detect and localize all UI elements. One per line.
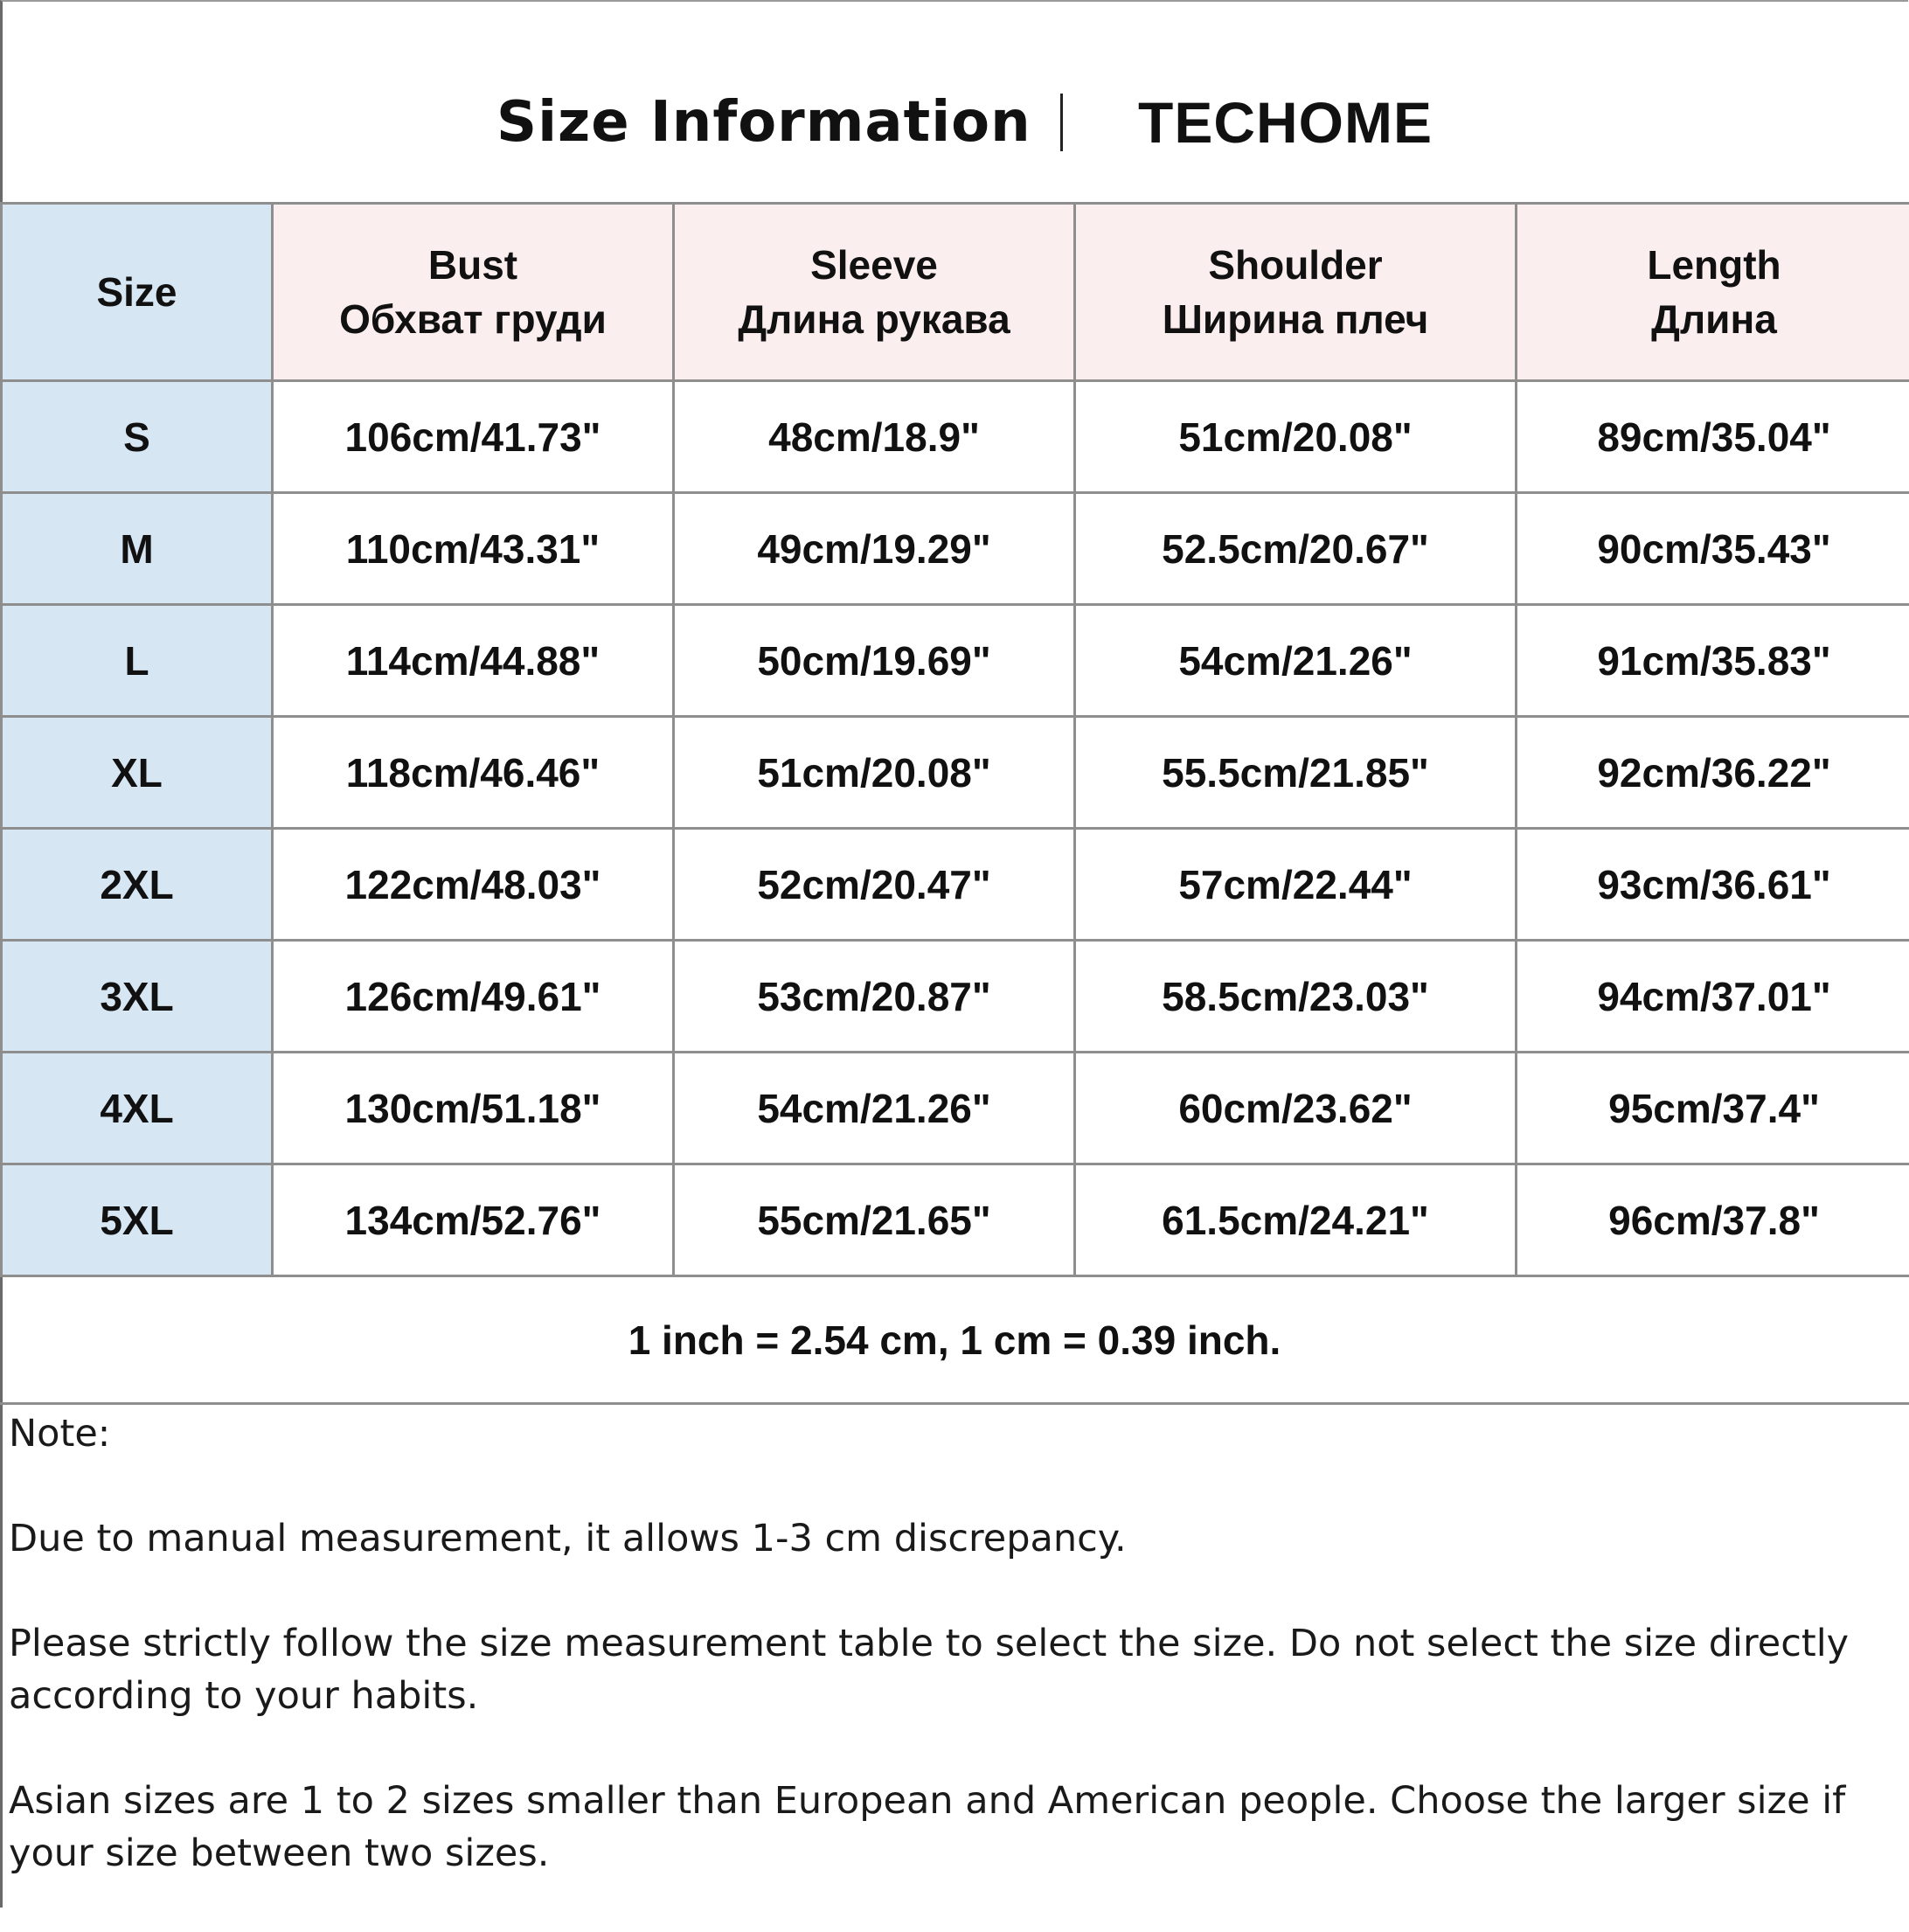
column-header-label-ru: Длина [1517,292,1909,346]
cell-shoulder: 60cm/23.62" [1075,1053,1517,1164]
cell-bust: 134cm/52.76" [273,1164,674,1276]
table-row [2,1164,1909,1276]
table-row [2,829,1909,941]
cell-length: 89cm/35.04" [1517,381,1909,493]
column-header-label: Bust [274,238,672,292]
size-table [0,202,1909,1277]
cell-shoulder: 61.5cm/24.21" [1075,1164,1517,1276]
cell-shoulder: 55.5cm/21.85" [1075,717,1517,829]
cell-size: 4XL [2,1053,273,1164]
cell-shoulder: 57cm/22.44" [1075,829,1517,941]
cell-bust: 110cm/43.31" [273,493,674,605]
note-item: Due to manual measurement, it allows 1-3 cm discrepancy. [9,1512,1888,1565]
notes-section [9,1407,1888,1932]
note-item: Asian sizes are 1 to 2 sizes smaller than European and American people. Choose the larger size if your size between two sizes. [9,1775,1888,1880]
cell-shoulder: 52.5cm/20.67" [1075,493,1517,605]
title-row [0,83,1909,162]
column-header-label: Size [3,265,271,319]
cell-size: L [2,605,273,717]
cell-size: XL [2,717,273,829]
column-header-sleeve [674,204,1075,381]
cell-size: 3XL [2,941,273,1053]
table-row [2,941,1909,1053]
cell-size: S [2,381,273,493]
column-header-label: Length [1517,238,1909,292]
cell-sleeve: 55cm/21.65" [674,1164,1075,1276]
cell-sleeve: 50cm/19.69" [674,605,1075,717]
cell-bust: 106cm/41.73" [273,381,674,493]
cell-size: 2XL [2,829,273,941]
table-header-row [2,204,1909,381]
column-header-bust [273,204,674,381]
column-header-shoulder [1075,204,1517,381]
cell-length: 94cm/37.01" [1517,941,1909,1053]
cell-sleeve: 53cm/20.87" [674,941,1075,1053]
table-row [2,605,1909,717]
unit-conversion-note: 1 inch = 2.54 cm, 1 cm = 0.39 inch. [0,1278,1909,1405]
cell-length: 95cm/37.4" [1517,1053,1909,1164]
cell-sleeve: 49cm/19.29" [674,493,1075,605]
cell-shoulder: 58.5cm/23.03" [1075,941,1517,1053]
table-row [2,493,1909,605]
column-header-label-ru: Длина рукава [675,292,1073,346]
table-row [2,381,1909,493]
title-separator [1060,94,1063,151]
cell-length: 93cm/36.61" [1517,829,1909,941]
cell-length: 96cm/37.8" [1517,1164,1909,1276]
cell-length: 91cm/35.83" [1517,605,1909,717]
cell-sleeve: 52cm/20.47" [674,829,1075,941]
cell-sleeve: 48cm/18.9" [674,381,1075,493]
column-header-label: Shoulder [1076,238,1515,292]
cell-length: 92cm/36.22" [1517,717,1909,829]
cell-shoulder: 54cm/21.26" [1075,605,1517,717]
cell-size: M [2,493,273,605]
cell-bust: 130cm/51.18" [273,1053,674,1164]
column-header-length [1517,204,1909,381]
cell-bust: 118cm/46.46" [273,717,674,829]
table-row [2,1053,1909,1164]
cell-bust: 122cm/48.03" [273,829,674,941]
cell-sleeve: 51cm/20.08" [674,717,1075,829]
cell-size: 5XL [2,1164,273,1276]
column-header-label-ru: Обхват груди [274,292,672,346]
page-title: Size Information [496,83,1031,162]
table-row [2,717,1909,829]
notes-title: Note: [9,1407,1888,1460]
cell-length: 90cm/35.43" [1517,493,1909,605]
cell-sleeve: 54cm/21.26" [674,1053,1075,1164]
cell-bust: 126cm/49.61" [273,941,674,1053]
cell-shoulder: 51cm/20.08" [1075,381,1517,493]
brand-name: TECHOME [1138,83,1433,162]
cell-bust: 114cm/44.88" [273,605,674,717]
column-header-label: Sleeve [675,238,1073,292]
column-header-size [2,204,273,381]
column-header-label-ru: Ширина плеч [1076,292,1515,346]
note-item: Please strictly follow the size measurement table to select the size. Do not select the size directly according to your habits. [9,1617,1888,1722]
